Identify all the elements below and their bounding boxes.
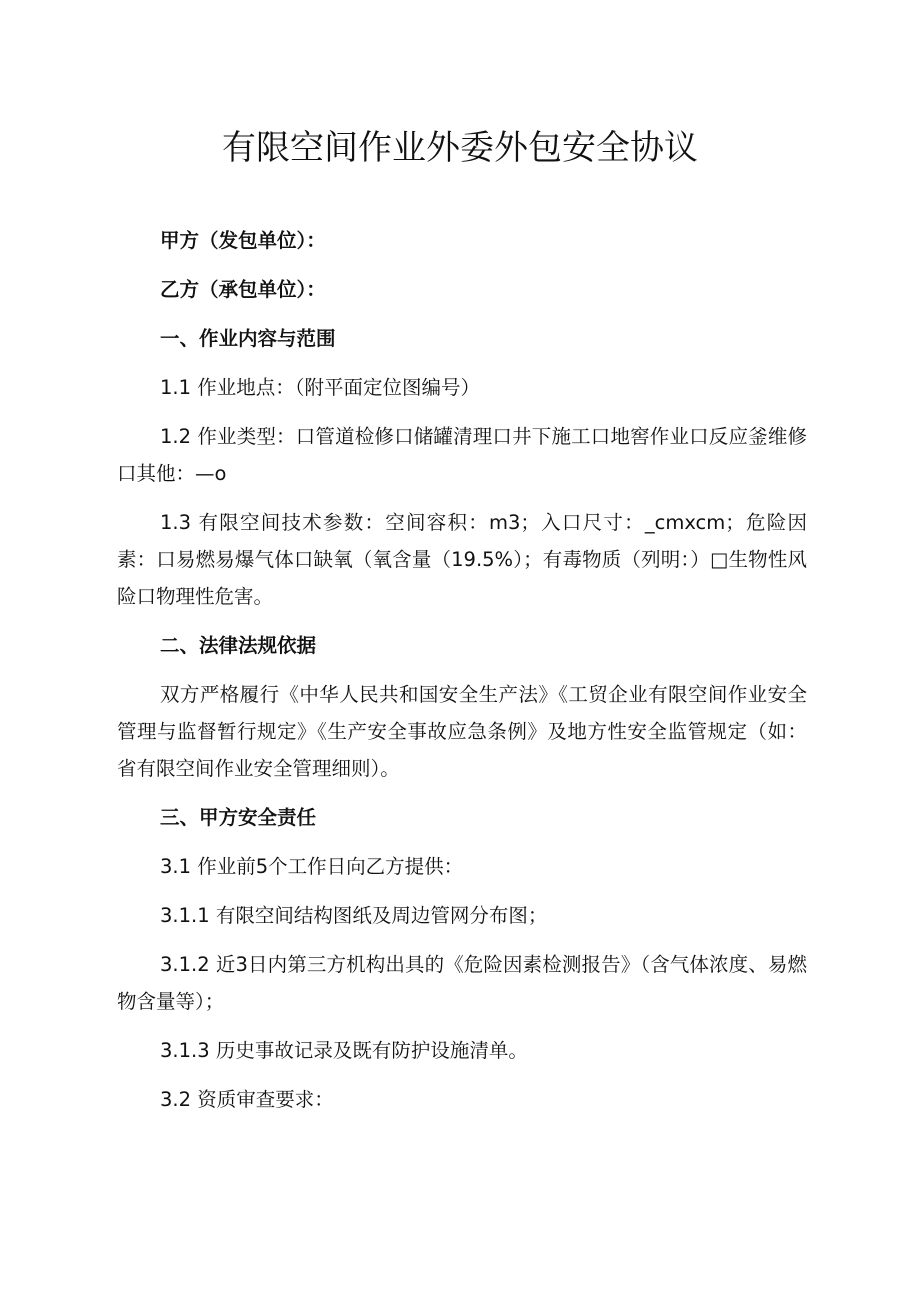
party-a-line: 甲方（发包单位）： (160, 229, 326, 252)
clause-3-1-2: 3.1.2 近3日内第三方机构出具的《危险因素检测报告》（含气体浓度、易燃物含量等）； (117, 953, 807, 1013)
clause-3-1-1: 3.1.1 有限空间结构图纸及周边管网分布图； (160, 904, 548, 927)
clause-3-1-3: 3.1.3 历史事故记录及既有防护设施清单。 (160, 1039, 528, 1062)
document-title: 有限空间作业外委外包安全协议 (222, 128, 698, 168)
party-b-line: 乙方（承包单位）： (160, 278, 326, 301)
clause-1-1: 1.1 作业地点：（附平面定位图编号） (160, 376, 480, 399)
clause-1-2: 1.2 作业类型：口管道检修口储罐清理口井下施工口地窖作业口反应釜维修口其他：—o (117, 425, 807, 485)
section-heading-work-scope: 一、作业内容与范围 (160, 327, 336, 350)
clause-3-1: 3.1 作业前5个工作日向乙方提供： (160, 855, 464, 878)
clause-3-2: 3.2 资质审查要求： (160, 1088, 334, 1111)
section-heading-legal-basis: 二、法律法规依据 (160, 634, 317, 657)
document-body (117, 222, 807, 1130)
legal-basis-paragraph: 双方严格履行《中华人民共和国安全生产法》《工贸企业有限空间作业安全管理与监督暂行规定》《生产安全事故应急条例》及地方性安全监管规定（如：省有限空间作业安全管理细则）。 (117, 683, 807, 780)
section-heading-party-a-responsibility: 三、甲方安全责任 (160, 806, 317, 829)
clause-1-3: 1.3 有限空间技术参数：空间容积：m3；入口尺寸：_cmxcm；危险因素：口易燃易爆气体口缺氧（氧含量（19.5%）；有毒物质（列明：）□生物性风险口物理性危害。 (117, 511, 807, 608)
